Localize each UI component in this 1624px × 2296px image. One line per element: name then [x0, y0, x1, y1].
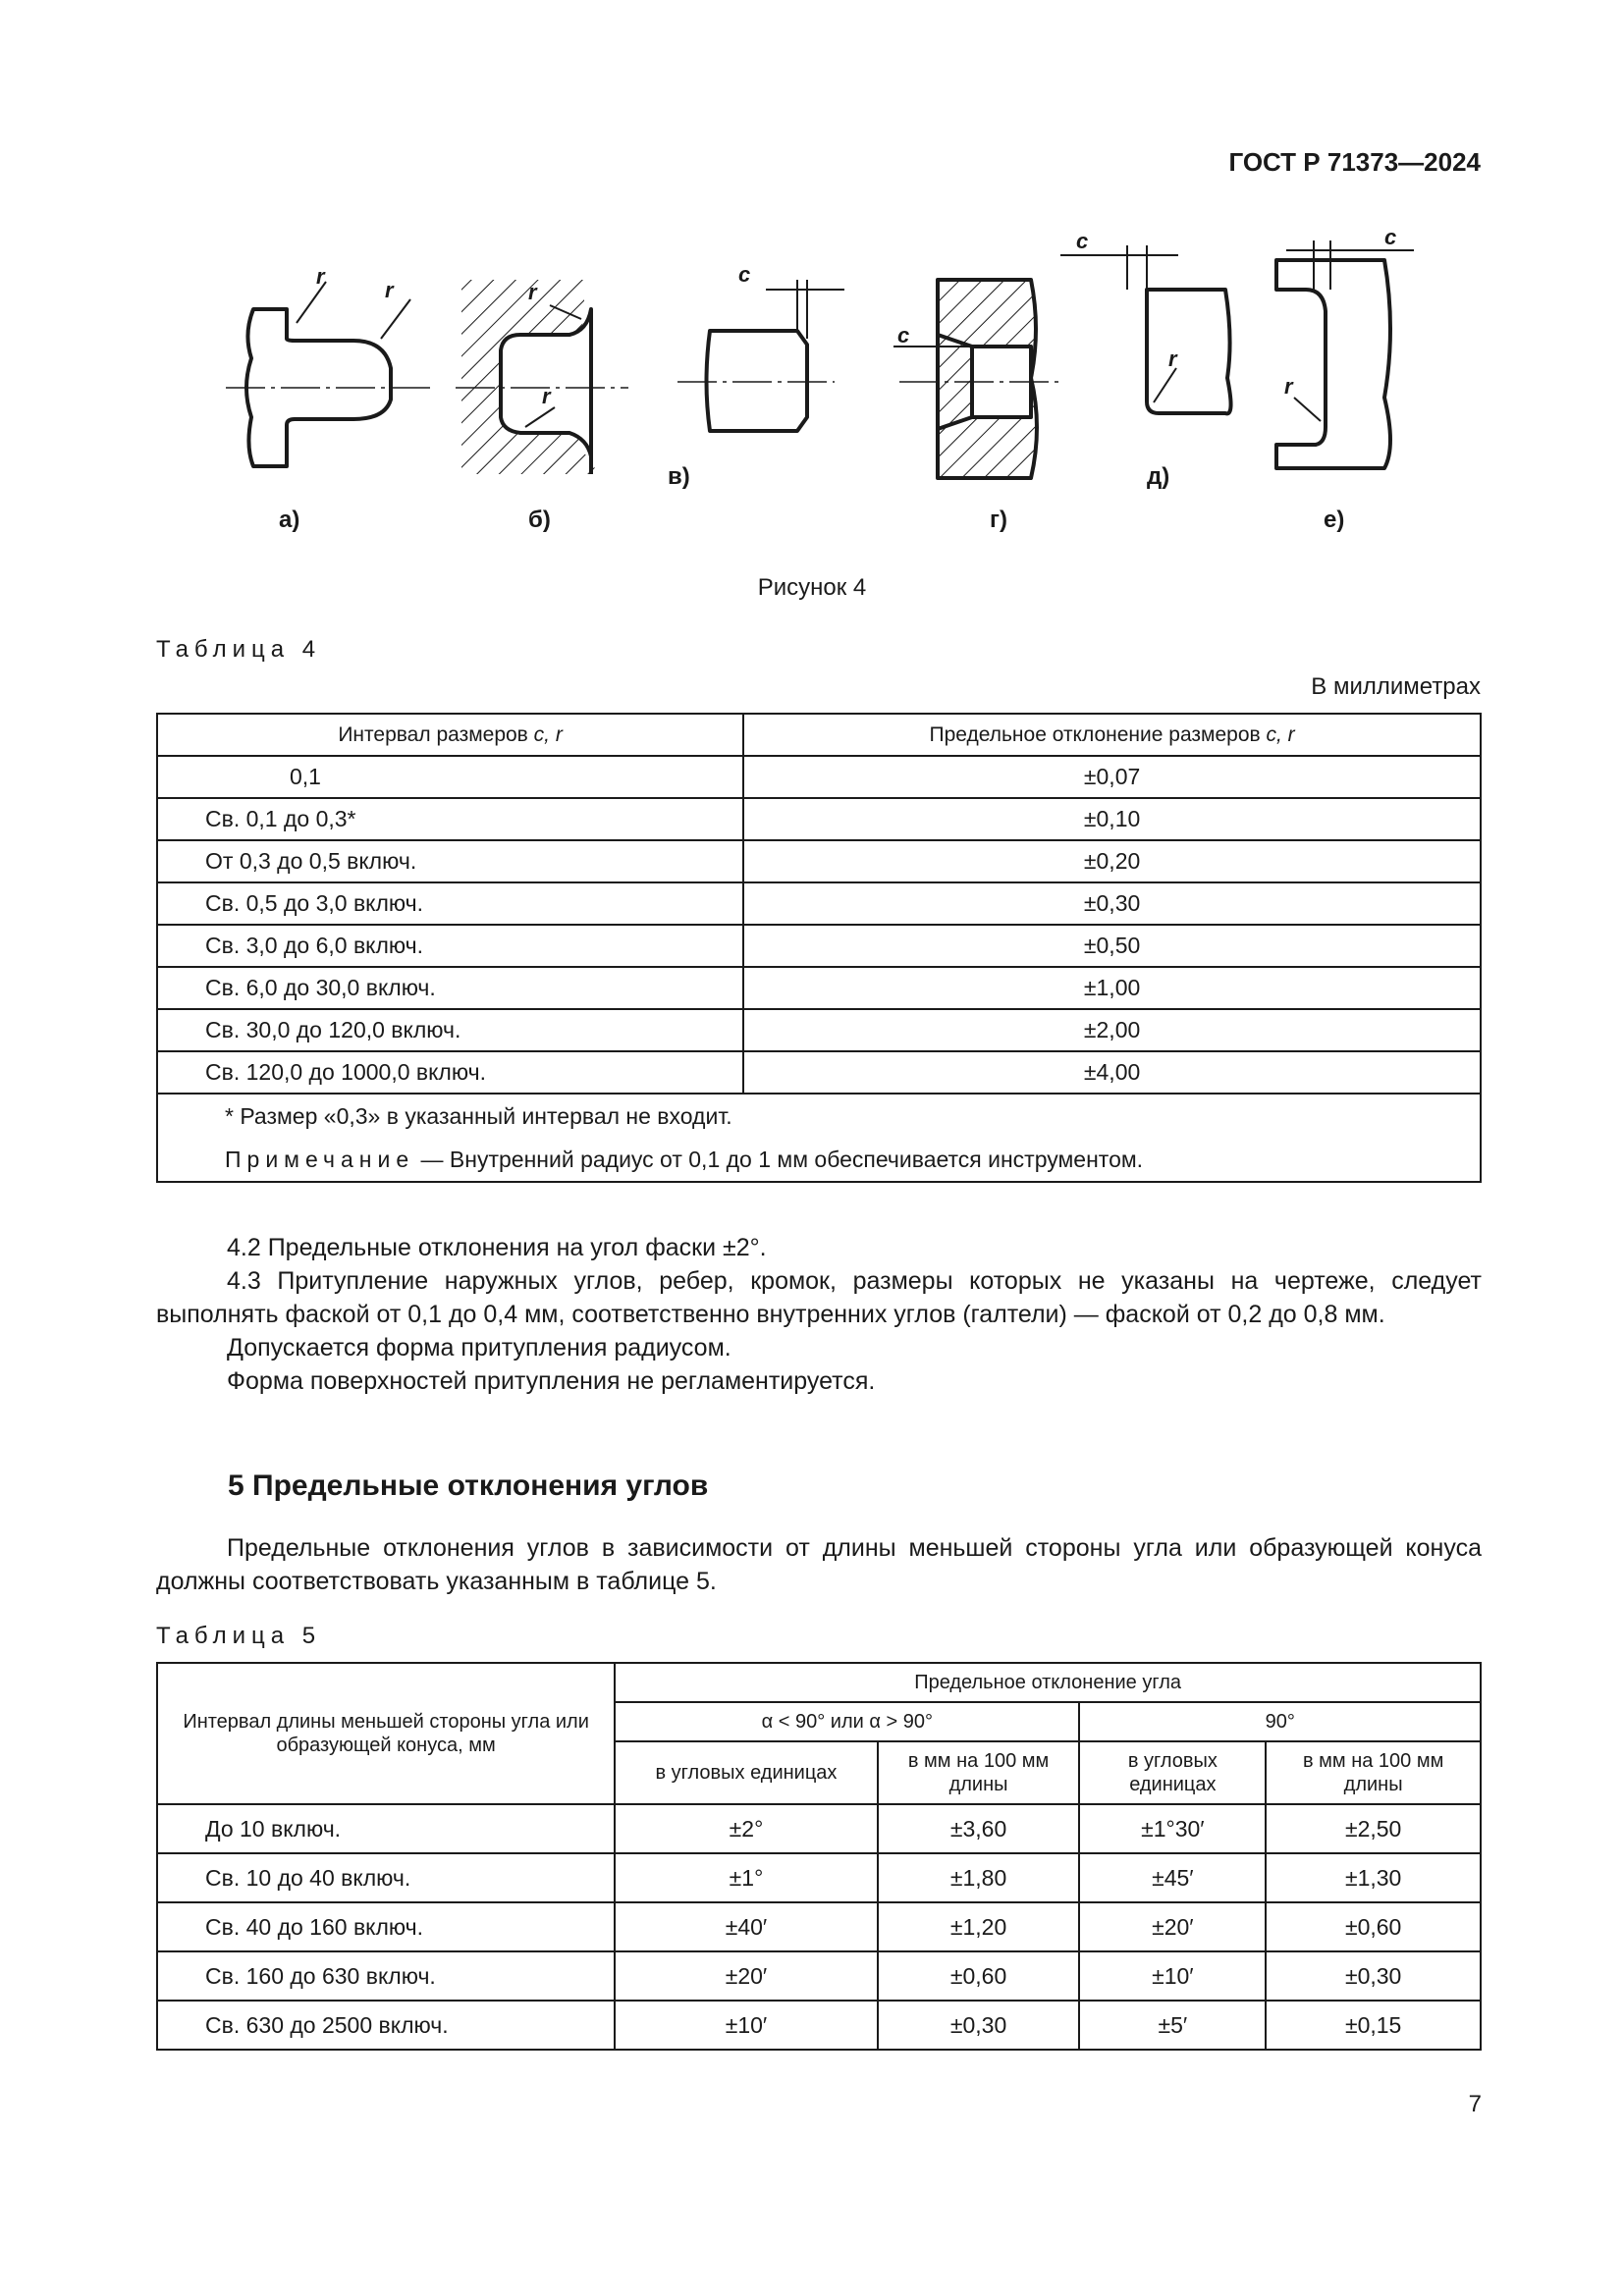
table-row — [157, 882, 1481, 925]
table4-footnote: * Размер «0,3» в указанный интервал не входит. — [157, 1094, 1481, 1138]
fig-label-v: в) — [668, 463, 690, 490]
dim-r-a1: r — [316, 264, 325, 289]
table5-sub-mm-1: в мм на 100 мм длины — [878, 1741, 1080, 1804]
figure-g — [893, 280, 1060, 478]
figure-d — [1060, 245, 1231, 413]
dim-r-a2: r — [385, 278, 394, 302]
dim-c-e: c — [1384, 225, 1397, 249]
table4-units: В миллиметрах — [1311, 673, 1481, 700]
paragraph: 4.2 Предельные отклонения на угол фаски ±2°. — [227, 1234, 767, 1261]
table5-sub-angular-1: в угловых единицах — [615, 1741, 878, 1804]
fig-label-e: е) — [1324, 507, 1345, 533]
table4-deviation: ±2,00 — [743, 1009, 1481, 1051]
page-number: 7 — [1468, 2091, 1482, 2117]
table4-title: Таблица 4 — [156, 636, 322, 663]
table-row — [157, 925, 1481, 967]
table4-deviation: ±0,10 — [743, 798, 1481, 840]
table-row — [157, 1853, 1481, 1902]
table5-cell: ±0,30 — [878, 2001, 1080, 2050]
table5-cell: ±10′ — [1079, 1951, 1266, 2001]
table4-interval: Св. 0,5 до 3,0 включ. — [157, 882, 743, 925]
dim-r-d: r — [1168, 347, 1177, 371]
table-row — [157, 1009, 1481, 1051]
table5-group-right-angle: 90° — [1079, 1702, 1481, 1741]
table4-deviation: ±0,30 — [743, 882, 1481, 925]
table5-interval: Св. 10 до 40 включ. — [157, 1853, 615, 1902]
table4-header — [157, 714, 1481, 756]
paragraph: 4.3 Притупление наружных углов, ребер, кромок, размеры которых не указаны на чертеже, следует выполнять фаской от 0,1 до 0,4 мм, соответственно внутренних углов (галтели) — фаской от 0,2 до 0,8 мм. — [156, 1267, 1482, 1328]
table4-interval: Св. 6,0 до 30,0 включ. — [157, 967, 743, 1009]
table5-cell: ±0,30 — [1266, 1951, 1481, 2001]
table4-interval: От 0,3 до 0,5 включ. — [157, 840, 743, 882]
table5-cell: ±2° — [615, 1804, 878, 1853]
table4-deviation: ±0,50 — [743, 925, 1481, 967]
paragraph: Допускается форма притупления радиусом. — [227, 1334, 731, 1362]
table5-sub-angular-2: в угловых единицах — [1079, 1741, 1266, 1804]
fig-label-g: г) — [990, 507, 1007, 533]
table5-interval: Св. 40 до 160 включ. — [157, 1902, 615, 1951]
table5-cell: ±0,15 — [1266, 2001, 1481, 2050]
table-row — [157, 840, 1481, 882]
table4-col-interval: Интервал размеров c, r — [157, 714, 743, 756]
table5-cell: ±1°30′ — [1079, 1804, 1266, 1853]
section-4-text — [156, 1231, 1482, 1398]
table5-col-interval: Интервал длины меньшей стороны угла или образующей конуса, мм — [157, 1663, 615, 1804]
table-row — [157, 2001, 1481, 2050]
table5-cell: ±1,80 — [878, 1853, 1080, 1902]
table5-cell: ±10′ — [615, 2001, 878, 2050]
table5-cell: ±1,20 — [878, 1902, 1080, 1951]
section-5-text — [156, 1531, 1482, 1598]
table-row — [157, 798, 1481, 840]
table-row — [157, 1051, 1481, 1094]
section-5-heading: 5 Предельные отклонения углов — [228, 1469, 709, 1502]
dim-r-e: r — [1284, 374, 1293, 399]
dim-r-b2: r — [542, 384, 551, 408]
table-row — [157, 1951, 1481, 2001]
table5-interval: До 10 включ. — [157, 1804, 615, 1853]
paragraph: Предельные отклонения углов в зависимости от длины меньшей стороны угла или образующей конуса должны соответствовать указанным в таблице 5. — [156, 1534, 1482, 1595]
table5-cell: ±2,50 — [1266, 1804, 1481, 1853]
table-row — [157, 756, 1481, 798]
table5-cell: ±20′ — [1079, 1902, 1266, 1951]
fig-label-a: а) — [279, 507, 300, 533]
table-5 — [156, 1662, 1482, 2051]
table-row — [157, 1902, 1481, 1951]
table5-cell: ±20′ — [615, 1951, 878, 2001]
table4-deviation: ±1,00 — [743, 967, 1481, 1009]
fig-label-b: б) — [528, 507, 551, 533]
table5-interval: Св. 160 до 630 включ. — [157, 1951, 615, 2001]
table4-interval: Св. 3,0 до 6,0 включ. — [157, 925, 743, 967]
figure-b — [456, 280, 628, 474]
table5-cell: ±5′ — [1079, 2001, 1266, 2050]
figure-e — [1276, 240, 1414, 468]
table5-cell: ±40′ — [615, 1902, 878, 1951]
table5-group-acute-obtuse: α < 90° или α > 90° — [615, 1702, 1079, 1741]
table4-note: Примечание — Внутренний радиус от 0,1 до 1 мм обеспечивается инструментом. — [157, 1138, 1481, 1182]
table4-interval: Св. 30,0 до 120,0 включ. — [157, 1009, 743, 1051]
table5-interval: Св. 630 до 2500 включ. — [157, 2001, 615, 2050]
table5-sub-mm-2: в мм на 100 мм длины — [1266, 1741, 1481, 1804]
table-row — [157, 1804, 1481, 1853]
figure-v — [677, 280, 844, 431]
figure-a — [226, 282, 432, 466]
table4-deviation: ±4,00 — [743, 1051, 1481, 1094]
table5-cell: ±0,60 — [1266, 1902, 1481, 1951]
table4-interval: Св. 0,1 до 0,3* — [157, 798, 743, 840]
figure-caption: Рисунок 4 — [757, 574, 867, 601]
table5-title: Таблица 5 — [156, 1623, 322, 1649]
dim-r-b1: r — [528, 280, 537, 304]
table4-interval: Св. 120,0 до 1000,0 включ. — [157, 1051, 743, 1094]
table5-col-deviation: Предельное отклонение угла — [615, 1663, 1481, 1702]
table-4 — [156, 713, 1482, 1183]
dim-c-d: c — [1076, 229, 1089, 253]
paragraph: Форма поверхностей притупления не регламентируется. — [227, 1367, 876, 1395]
table5-cell: ±1° — [615, 1853, 878, 1902]
table5-cell: ±0,60 — [878, 1951, 1080, 2001]
table4-col-deviation: Предельное отклонение размеров c, r — [743, 714, 1481, 756]
figure-4 — [196, 221, 1473, 545]
document-code: ГОСТ Р 71373—2024 — [1228, 147, 1481, 177]
table4-deviation: ±0,07 — [743, 756, 1481, 798]
table4-interval: 0,1 — [157, 756, 743, 798]
table5-cell: ±45′ — [1079, 1853, 1266, 1902]
dim-c-g: c — [897, 323, 910, 347]
dim-c-v: c — [738, 262, 751, 287]
table5-cell: ±3,60 — [878, 1804, 1080, 1853]
table5-cell: ±1,30 — [1266, 1853, 1481, 1902]
fig-label-d: д) — [1147, 463, 1170, 490]
table4-deviation: ±0,20 — [743, 840, 1481, 882]
table-row — [157, 967, 1481, 1009]
